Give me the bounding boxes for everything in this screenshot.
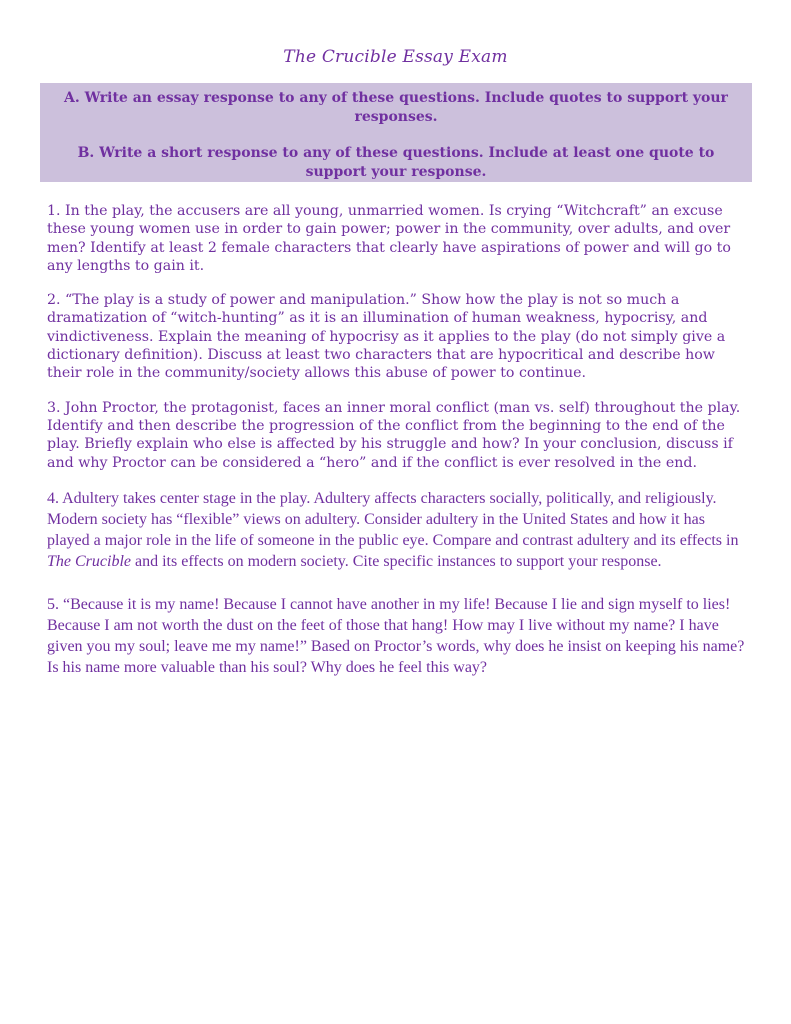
question-3: 3. John Proctor, the protagonist, faces an inner moral conflict (man vs. self) throughout the play. Identify and then describe the progression of the conflict from the beginning to the end of the play. Briefly explain who else is affected by his struggle and how? In your conclusion, discuss if and why Proctor can be considered a “hero” and if the conflict is ever resolved in the end.: [47, 399, 741, 471]
question-5: 5. “Because it is my name! Because I cannot have another in my life! Because I lie and sign myself to lies! Because I am not worth the dust on the feet of those that hang! How may I live without my name? I have given you my soul; leave me my name!” Based on Proctor’s words, why does he insist on keeping his name? Is his name more valuable than his soul? Why does he feel this way?: [47, 595, 745, 676]
title-italic: The Crucible: [283, 47, 397, 67]
question-2: 2. “The play is a study of power and manipulation.” Show how the play is not so much a dramatization of “witch-hunting” as it is an illumination of human weakness, hypocrisy, and vindictiveness. Explain the meaning of hypocrisy as it applies to the play (do not simply give a dictionary definition). Discuss at least two characters that are hypocritical and describe how their role in the community/society allows this abuse of power to continue.: [47, 292, 726, 382]
question-4: [47, 488, 747, 572]
title-rest: Essay Exam: [396, 47, 508, 67]
question-4-text-start: 4. Adultery takes center stage in the play. Adultery affects characters socially, politically, and religiously. Modern society has “flexible” views on adultery. Consider adultery in the United States and how it has played a major role in the life of someone in the public eye. Compare and contrast adultery and its effects in: [47, 489, 739, 549]
question-4-book-title: The Crucible: [47, 552, 131, 570]
question-1: 1. In the play, the accusers are all young, unmarried women. Is crying “Witchcraft” an excuse these young women use in order to gain power; power in the community, over adults, and over men? Identify at least 2 female characters that clearly have aspirations of power and will go to any lengths to gain it.: [47, 203, 731, 274]
instructions-box: [40, 83, 752, 182]
question-list: [47, 202, 747, 694]
question-4-text-end: and its effects on modern society. Cite specific instances to support your response.: [131, 552, 662, 570]
instruction-b: B. Write a short response to any of these questions. Include at least one quote to support your response.: [77, 145, 715, 180]
document-title: [0, 47, 791, 67]
instruction-a: A. Write an essay response to any of these questions. Include quotes to support your responses.: [64, 90, 728, 125]
